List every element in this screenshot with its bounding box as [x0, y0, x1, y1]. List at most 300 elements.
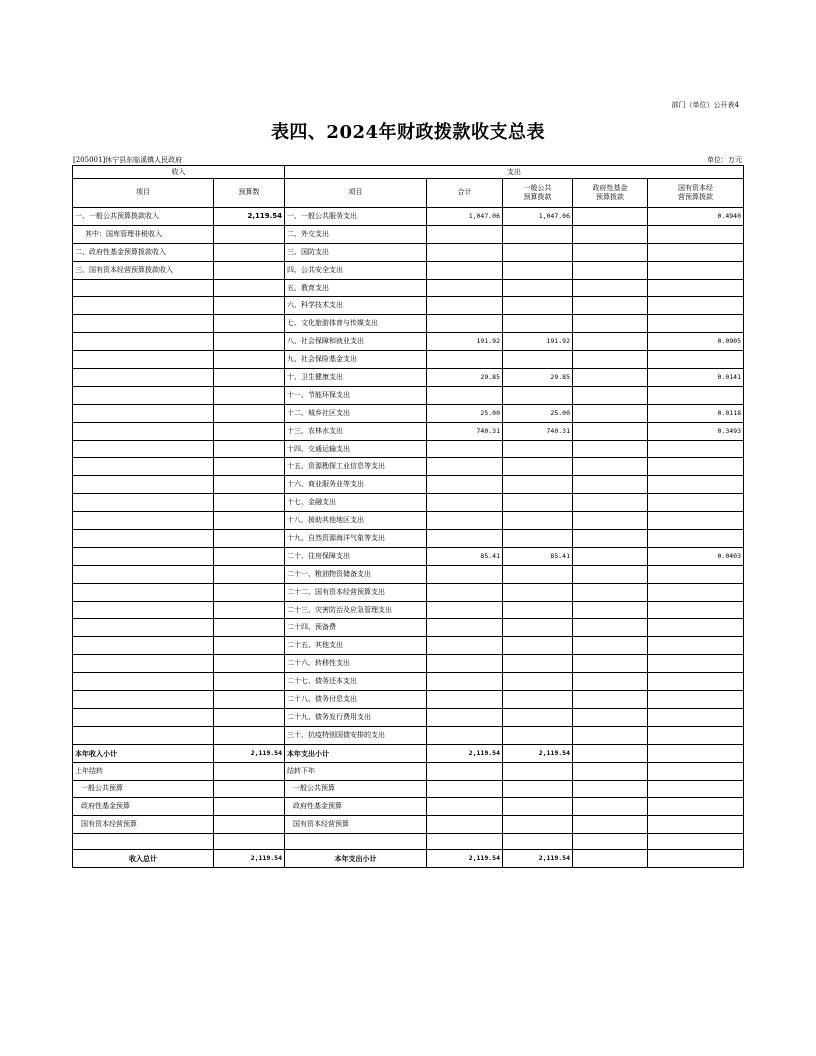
table-row [73, 315, 744, 333]
carry-income-label: 政府性基金预算 [73, 798, 214, 816]
general-budget-cell [503, 243, 573, 261]
income-item-cell [73, 440, 214, 458]
income-budget-cell [214, 351, 285, 369]
fund-budget-cell [573, 440, 648, 458]
income-budget-cell [214, 243, 285, 261]
total-header: 合计 [427, 179, 503, 208]
table-row [73, 708, 744, 726]
carry-expense-value [503, 780, 573, 798]
blank-cell [285, 834, 427, 850]
page-title: 表四、2024年财政拨款收支总表 [270, 122, 546, 143]
carry-expense-value [648, 798, 744, 816]
expense-subtotal-label: 本年支出小计 [285, 744, 427, 762]
table-row [73, 583, 744, 601]
expense-item-cell: 十三、农林水支出 [285, 422, 427, 440]
general-budget-cell [503, 601, 573, 619]
fund-budget-cell [573, 243, 648, 261]
carry-row [73, 762, 744, 780]
income-budget-cell [214, 565, 285, 583]
expense-item-cell: 十六、商业服务业等支出 [285, 476, 427, 494]
income-item-cell [73, 547, 214, 565]
table-row [73, 619, 744, 637]
income-item-cell [73, 458, 214, 476]
general-budget-cell [503, 225, 573, 243]
fund-budget-header: 政府性基金 预算拨款 [573, 179, 648, 208]
carry-expense-label: 政府性基金预算 [285, 798, 427, 816]
income-item-cell [73, 691, 214, 709]
general-budget-cell [503, 726, 573, 744]
expense-subtotal-general: 2,119.54 [503, 744, 573, 762]
income-item-cell [73, 708, 214, 726]
general-budget-cell [503, 494, 573, 512]
state-capital-cell [648, 565, 744, 583]
income-budget-cell [214, 297, 285, 315]
general-budget-header: 一般公共 预算拨款 [503, 179, 573, 208]
state-capital-cell [648, 673, 744, 691]
income-budget-cell [214, 386, 285, 404]
general-budget-cell [503, 458, 573, 476]
blank-cell [214, 834, 285, 850]
expense-item-cell: 二十四、预备费 [285, 619, 427, 637]
fund-budget-cell [573, 386, 648, 404]
expense-item-cell: 二十一、粮油物资储备支出 [285, 565, 427, 583]
expense-item-cell: 一、一般公共服务支出 [285, 208, 427, 226]
income-total-value: 2,119.54 [214, 850, 285, 868]
expense-item-cell: 二十九、债务发行费用支出 [285, 708, 427, 726]
state-capital-cell [648, 726, 744, 744]
state-capital-cell: 0.0905 [648, 333, 744, 351]
budget-summary-table [72, 165, 744, 868]
fund-budget-cell [573, 422, 648, 440]
income-item-cell: 二、政府性基金预算拨款收入 [73, 243, 214, 261]
state-capital-cell: 0.4940 [648, 208, 744, 226]
income-budget-cell [214, 530, 285, 548]
fund-budget-cell [573, 512, 648, 530]
table-row [73, 601, 744, 619]
income-item-cell [73, 530, 214, 548]
income-item-cell: 三、国有资本经营预算拨款收入 [73, 261, 214, 279]
expense-item-cell: 六、科学技术支出 [285, 297, 427, 315]
state-capital-cell [648, 458, 744, 476]
income-total-label: 收入总计 [73, 850, 214, 868]
income-budget-cell [214, 440, 285, 458]
income-item-cell [73, 404, 214, 422]
general-budget-cell [503, 691, 573, 709]
income-budget-cell [214, 261, 285, 279]
state-capital-cell [648, 583, 744, 601]
state-capital-header: 国有资本经 营预算拨款 [648, 179, 744, 208]
total-cell [427, 512, 503, 530]
carry-income-label: 一般公共预算 [73, 780, 214, 798]
fund-budget-cell [573, 297, 648, 315]
state-capital-cell: 0.0403 [648, 547, 744, 565]
header-row-groups [73, 166, 744, 179]
carry-expense-value [573, 816, 648, 834]
blank-cell [648, 834, 744, 850]
general-budget-cell [503, 673, 573, 691]
general-budget-cell: 1,047.06 [503, 208, 573, 226]
income-budget-cell [214, 369, 285, 387]
general-budget-cell: 191.92 [503, 333, 573, 351]
expense-subtotal-fund [573, 744, 648, 762]
fund-budget-cell [573, 601, 648, 619]
total-cell [427, 476, 503, 494]
table-row [73, 655, 744, 673]
table-row [73, 691, 744, 709]
fund-budget-cell [573, 476, 648, 494]
state-capital-cell [648, 601, 744, 619]
fund-budget-cell [573, 708, 648, 726]
general-budget-cell [503, 386, 573, 404]
general-budget-cell [503, 351, 573, 369]
income-budget-cell [214, 422, 285, 440]
state-capital-cell: 0.0141 [648, 369, 744, 387]
general-budget-cell [503, 583, 573, 601]
income-budget-cell [214, 333, 285, 351]
fund-budget-cell [573, 404, 648, 422]
carry-income-value [214, 762, 285, 780]
fund-budget-cell [573, 655, 648, 673]
table-row [73, 726, 744, 744]
expense-item-cell: 五、教育支出 [285, 279, 427, 297]
subtotal-row [73, 744, 744, 762]
table-row [73, 440, 744, 458]
state-capital-cell [648, 530, 744, 548]
income-item-cell [73, 351, 214, 369]
carry-expense-value [573, 762, 648, 780]
total-cell [427, 279, 503, 297]
general-budget-cell [503, 565, 573, 583]
carry-expense-label: 一般公共预算 [285, 780, 427, 798]
state-capital-cell: 0.3493 [648, 422, 744, 440]
table-row [73, 637, 744, 655]
income-budget-cell [214, 583, 285, 601]
income-item-cell [73, 601, 214, 619]
general-budget-cell [503, 261, 573, 279]
expense-item-cell: 二十五、其他支出 [285, 637, 427, 655]
expense-item-cell: 七、文化旅游体育与传媒支出 [285, 315, 427, 333]
state-capital-cell [648, 691, 744, 709]
income-item-cell [73, 476, 214, 494]
fund-budget-cell [573, 547, 648, 565]
income-budget-cell [214, 512, 285, 530]
unit-label: 单位：万元 [707, 156, 742, 164]
income-item-cell [73, 422, 214, 440]
total-cell [427, 243, 503, 261]
total-cell [427, 601, 503, 619]
header-row-columns [73, 179, 744, 208]
fund-budget-cell [573, 315, 648, 333]
state-capital-cell [648, 386, 744, 404]
expense-item-cell: 十四、交通运输支出 [285, 440, 427, 458]
table-row [73, 351, 744, 369]
state-capital-cell [648, 619, 744, 637]
total-cell [427, 637, 503, 655]
general-budget-cell [503, 530, 573, 548]
total-cell [427, 565, 503, 583]
state-capital-cell [648, 315, 744, 333]
table-row [73, 673, 744, 691]
total-cell [427, 440, 503, 458]
income-budget-cell [214, 404, 285, 422]
table-row [73, 530, 744, 548]
carry-expense-value [427, 798, 503, 816]
carry-expense-value [648, 762, 744, 780]
state-capital-cell [648, 261, 744, 279]
expense-item-cell: 二十七、债务还本支出 [285, 673, 427, 691]
income-item-cell [73, 279, 214, 297]
expense-item-cell: 三十、抗疫特别国债安排的支出 [285, 726, 427, 744]
carry-expense-value [648, 816, 744, 834]
total-cell [427, 655, 503, 673]
total-cell [427, 726, 503, 744]
general-budget-cell [503, 637, 573, 655]
total-cell [427, 297, 503, 315]
expense-item-cell: 十九、自然资源海洋气象等支出 [285, 530, 427, 548]
state-capital-cell [648, 297, 744, 315]
fund-budget-cell [573, 565, 648, 583]
income-budget-cell [214, 637, 285, 655]
expense-item-cell: 十一、节能环保支出 [285, 386, 427, 404]
table-row [73, 333, 744, 351]
income-item-cell: 其中：国库管理非税收入 [73, 225, 214, 243]
income-budget-cell [214, 476, 285, 494]
carry-expense-value [427, 816, 503, 834]
budget-header: 预算数 [214, 179, 285, 208]
carry-income-value [214, 780, 285, 798]
fund-budget-cell [573, 494, 648, 512]
income-budget-cell [214, 601, 285, 619]
general-budget-cell: 25.00 [503, 404, 573, 422]
expense-subtotal-state [648, 744, 744, 762]
total-cell: 85.41 [427, 547, 503, 565]
expense-item-cell: 九、社会保险基金支出 [285, 351, 427, 369]
blank-cell [427, 834, 503, 850]
total-cell [427, 530, 503, 548]
carry-income-label: 上年结转 [73, 762, 214, 780]
general-budget-cell [503, 619, 573, 637]
blank-row [73, 834, 744, 850]
general-budget-cell [503, 655, 573, 673]
income-item-cell [73, 494, 214, 512]
income-subtotal-value: 2,119.54 [214, 744, 285, 762]
general-budget-cell [503, 279, 573, 297]
state-capital-cell [648, 225, 744, 243]
income-item-cell [73, 512, 214, 530]
total-cell: 740.31 [427, 422, 503, 440]
expense-item-cell: 二十、住房保障支出 [285, 547, 427, 565]
income-budget-cell [214, 494, 285, 512]
income-item-cell: 一、一般公共预算拨款收入 [73, 208, 214, 226]
carry-row [73, 798, 744, 816]
total-cell: 29.85 [427, 369, 503, 387]
total-cell [427, 351, 503, 369]
fund-budget-cell [573, 279, 648, 297]
expense-total-general: 2,119.54 [503, 850, 573, 868]
income-budget-cell [214, 458, 285, 476]
fund-budget-cell [573, 458, 648, 476]
state-capital-cell [648, 494, 744, 512]
fund-budget-cell [573, 333, 648, 351]
state-capital-cell: 0.0118 [648, 404, 744, 422]
expense-total-label: 本年支出小计 [285, 850, 427, 868]
total-cell [427, 386, 503, 404]
carry-expense-label: 结转下年 [285, 762, 427, 780]
income-budget-cell [214, 315, 285, 333]
table-row [73, 297, 744, 315]
blank-cell [573, 834, 648, 850]
blank-cell [73, 834, 214, 850]
income-budget-cell [214, 655, 285, 673]
table-row [73, 386, 744, 404]
state-capital-cell [648, 279, 744, 297]
fund-budget-cell [573, 583, 648, 601]
expense-item-cell: 四、公共安全支出 [285, 261, 427, 279]
expense-item-cell: 二十三、灾害防治及应急管理支出 [285, 601, 427, 619]
income-budget-cell [214, 279, 285, 297]
expense-item-header: 项目 [285, 179, 427, 208]
general-budget-cell: 85.41 [503, 547, 573, 565]
expense-item-cell: 八、社会保障和就业支出 [285, 333, 427, 351]
table-row [73, 547, 744, 565]
total-cell [427, 708, 503, 726]
income-item-cell [73, 369, 214, 387]
general-budget-cell [503, 476, 573, 494]
carry-expense-value [648, 780, 744, 798]
table-row [73, 565, 744, 583]
total-cell [427, 261, 503, 279]
state-capital-cell [648, 512, 744, 530]
state-capital-cell [648, 708, 744, 726]
income-budget-cell [214, 691, 285, 709]
table-row [73, 404, 744, 422]
carry-row [73, 816, 744, 834]
expense-item-cell: 十二、城乡社区支出 [285, 404, 427, 422]
income-item-cell [73, 619, 214, 637]
carry-expense-value [427, 780, 503, 798]
general-budget-cell [503, 297, 573, 315]
fund-budget-cell [573, 530, 648, 548]
expense-item-cell: 二十二、国有资本经营预算支出 [285, 583, 427, 601]
income-budget-cell [214, 225, 285, 243]
fund-budget-cell [573, 726, 648, 744]
state-capital-cell [648, 351, 744, 369]
income-budget-cell: 2,119.54 [214, 208, 285, 226]
total-cell: 191.92 [427, 333, 503, 351]
carry-expense-value [573, 780, 648, 798]
fund-budget-cell [573, 691, 648, 709]
table-row [73, 422, 744, 440]
total-cell [427, 673, 503, 691]
total-cell [427, 458, 503, 476]
expense-item-cell: 二十六、转移性支出 [285, 655, 427, 673]
carry-income-label: 国有资本经营预算 [73, 816, 214, 834]
total-cell: 1,047.06 [427, 208, 503, 226]
carry-expense-value [503, 762, 573, 780]
carry-expense-value [427, 762, 503, 780]
income-item-cell [73, 565, 214, 583]
fund-budget-cell [573, 637, 648, 655]
income-budget-cell [214, 547, 285, 565]
fund-budget-cell [573, 351, 648, 369]
fund-budget-cell [573, 225, 648, 243]
income-item-cell [73, 333, 214, 351]
income-item-cell [73, 673, 214, 691]
table-row [73, 279, 744, 297]
expense-item-cell: 十、卫生健康支出 [285, 369, 427, 387]
expense-total-fund [573, 850, 648, 868]
expense-group-header: 支出 [285, 166, 744, 179]
fund-budget-cell [573, 619, 648, 637]
state-capital-cell [648, 243, 744, 261]
general-budget-cell [503, 315, 573, 333]
state-capital-cell [648, 655, 744, 673]
organization-name: [205001]休宁县东临溪镇人民政府 [73, 156, 183, 164]
income-budget-cell [214, 619, 285, 637]
total-cell: 25.00 [427, 404, 503, 422]
carry-expense-value [503, 798, 573, 816]
table-row [73, 369, 744, 387]
income-item-header: 项目 [73, 179, 214, 208]
general-budget-cell: 740.31 [503, 422, 573, 440]
carry-expense-label: 国有资本经营预算 [285, 816, 427, 834]
table-row [73, 512, 744, 530]
total-cell [427, 315, 503, 333]
income-group-header: 收入 [73, 166, 285, 179]
expense-item-cell: 十五、资源勘探工业信息等支出 [285, 458, 427, 476]
fund-budget-cell [573, 208, 648, 226]
income-item-cell [73, 726, 214, 744]
general-budget-cell [503, 708, 573, 726]
income-budget-cell [214, 726, 285, 744]
income-item-cell [73, 655, 214, 673]
income-subtotal-label: 本年收入小计 [73, 744, 214, 762]
general-budget-cell [503, 512, 573, 530]
state-capital-cell [648, 476, 744, 494]
income-item-cell [73, 297, 214, 315]
fund-budget-cell [573, 369, 648, 387]
expense-subtotal-total: 2,119.54 [427, 744, 503, 762]
carry-income-value [214, 798, 285, 816]
state-capital-cell [648, 440, 744, 458]
income-budget-cell [214, 708, 285, 726]
general-budget-cell: 29.85 [503, 369, 573, 387]
total-cell [427, 225, 503, 243]
table-row [73, 494, 744, 512]
table-number-label: 部门（单位）公开表4 [671, 101, 739, 109]
income-budget-cell [214, 673, 285, 691]
total-cell [427, 494, 503, 512]
table-row [73, 261, 744, 279]
table-row [73, 243, 744, 261]
income-item-cell [73, 637, 214, 655]
carry-expense-value [503, 816, 573, 834]
table-row [73, 225, 744, 243]
income-item-cell [73, 315, 214, 333]
expense-item-cell: 三、国防支出 [285, 243, 427, 261]
total-cell [427, 619, 503, 637]
total-cell [427, 583, 503, 601]
expense-total-total: 2,119.54 [427, 850, 503, 868]
income-item-cell [73, 583, 214, 601]
table-row [73, 208, 744, 226]
state-capital-cell [648, 637, 744, 655]
fund-budget-cell [573, 261, 648, 279]
general-budget-cell [503, 440, 573, 458]
carry-row [73, 780, 744, 798]
carry-expense-value [573, 798, 648, 816]
table-row [73, 476, 744, 494]
